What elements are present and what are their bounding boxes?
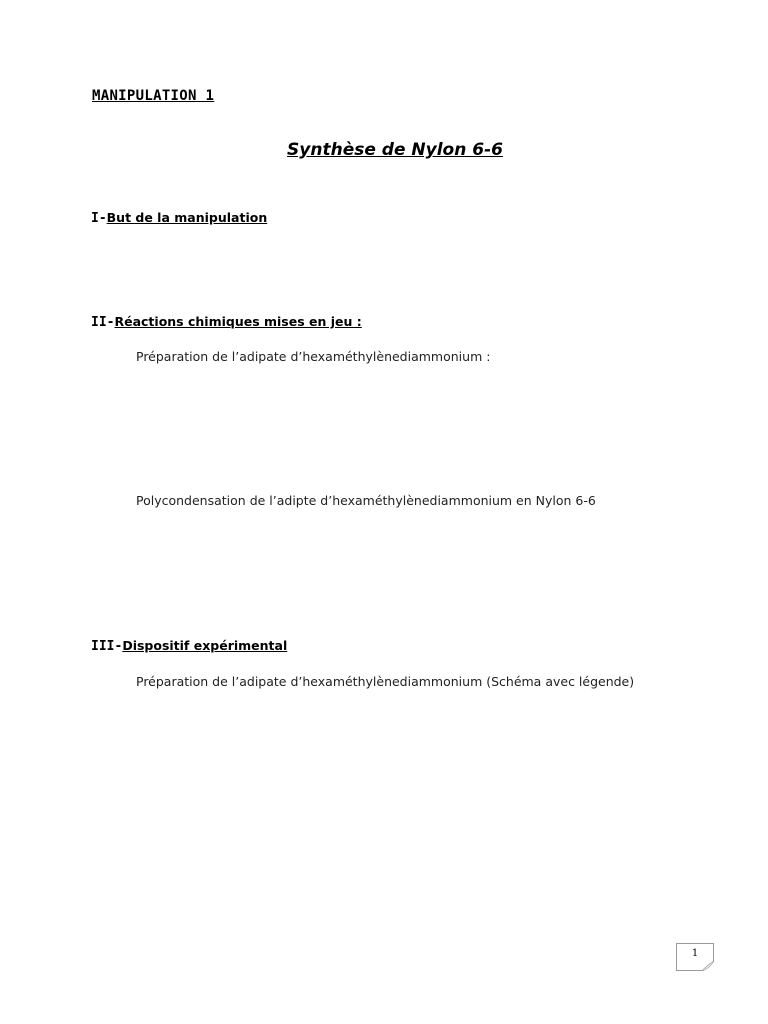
section-2-heading [91,314,362,330]
page-number: 1 [691,948,699,959]
section-3-heading [91,638,287,654]
section-3-label: Dispositif expérimental [122,638,288,653]
manipulation-heading: MANIPULATION 1 [92,88,215,104]
section-1-heading [91,210,267,226]
paragraph-dispositif: Préparation de l’adipate d’hexaméthylènediammonium (Schéma avec légende) [136,674,635,689]
section-3-number: III- [91,639,123,654]
section-2-label: Réactions chimiques mises en jeu : [114,314,362,329]
page-number-box [676,943,714,971]
document-title: Synthèse de Nylon 6-6 [287,140,503,160]
section-2-number: II- [91,315,115,330]
section-1-number: I- [91,211,107,226]
paragraph-preparation: Préparation de l’adipate d’hexaméthylènediammonium : [136,349,491,364]
page-curl-icon [702,961,714,971]
section-1-label: But de la manipulation [106,210,268,225]
paragraph-polycondensation: Polycondensation de l’adipte d’hexaméthylènediammonium en Nylon 6-6 [136,493,596,508]
